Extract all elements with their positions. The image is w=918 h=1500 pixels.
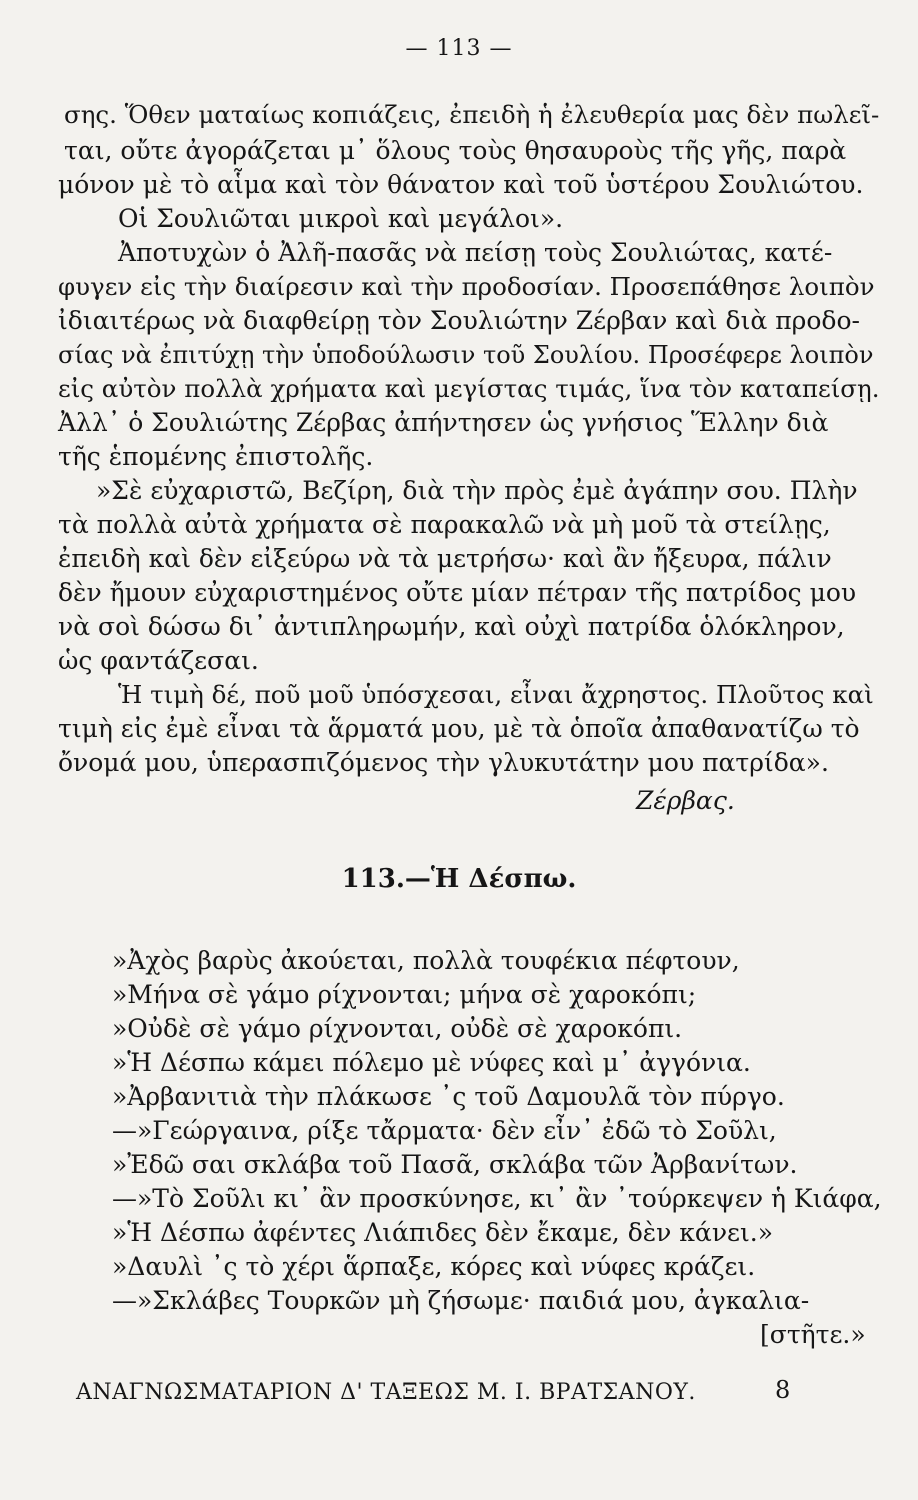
prose-line: Οἱ Σουλιῶται μικροὶ καὶ μεγάλοι». (118, 204, 564, 233)
page-number: — 113 — (405, 36, 513, 61)
prose-line: τιμὴ εἰς ἐμὲ εἶναι τὰ ἅρματά μου, μὲ τὰ ὁποῖα ἀπαθανατίζω τὸ (58, 714, 860, 743)
prose-line: σίας νὰ ἐπιτύχῃ τὴν ὑποδούλωσιν τοῦ Σουλίου. Προσέφερε λοιπὸν (58, 341, 874, 369)
poem-line: —»Γεώργαινα, ρίξε τἄρματα· δὲν εἶν᾽ ἐδῶ τὸ Σοῦλι, (112, 1116, 777, 1145)
poem-line: »Μήνα σὲ γάμο ρίχνονται; μήνα σὲ χαροκόπι; (112, 980, 697, 1009)
prose-line: Ἡ τιμὴ δέ, ποῦ μοῦ ὑπόσχεσαι, εἶναι ἄχρηστος. Πλοῦτος καὶ (118, 680, 874, 709)
footer-title: ΑΝΑΓΝΩΣΜΑΤΑΡΙΟΝ Δ' ΤΑΞΕΩΣ Μ. Ι. ΒΡΑΤΣΑΝΟΥ. (76, 1380, 696, 1405)
prose-line: ἐπειδὴ καὶ δὲν εἰξεύρω νὰ τὰ μετρήσω· καὶ ἂν ἤξευρα, πάλιν (58, 544, 832, 573)
prose-line: Ἀποτυχὼν ὁ Ἀλῆ-πασᾶς νὰ πείσῃ τοὺς Σουλιώτας, κατέ- (118, 238, 833, 267)
prose-line: ται, οὔτε ἀγοράζεται μ᾽ ὅλους τοὺς θησαυροὺς τῆς γῆς, παρὰ (64, 136, 847, 165)
prose-line: ὡς φαντάζεσαι. (58, 646, 259, 675)
prose-line: τῆς ἑπομένης ἐπιστολῆς. (58, 442, 374, 471)
prose-line: Ἀλλ᾽ ὁ Σουλιώτης Ζέρβας ἀπήντησεν ὡς γνήσιος Ἕλλην διὰ (58, 408, 829, 437)
prose-line: »Σὲ εὐχαριστῶ, Βεζίρη, διὰ τὴν πρὸς ἐμὲ ἀγάπην σου. Πλὴν (96, 476, 858, 505)
section-heading: 113.—Ἡ Δέσπω. (341, 864, 577, 894)
poem-line: [στῆτε.» (760, 1320, 866, 1349)
prose-line: εἰς αὐτὸν πολλὰ χρήματα καὶ μεγίστας τιμάς, ἵνα τὸν καταπείσῃ. (58, 374, 880, 403)
prose-line: φυγεν εἰς τὴν διαίρεσιν καὶ τὴν προδοσίαν. Προσεπάθησε λοιπὸν (58, 272, 875, 301)
prose-line: δὲν ἤμουν εὐχαριστημένος οὔτε μίαν πέτραν τῆς πατρίδος μου (58, 578, 857, 607)
prose-line: ἰδιαιτέρως νὰ διαφθείρῃ τὸν Σουλιώτην Ζέρβαν καὶ διὰ προδο- (58, 306, 860, 335)
poem-line: —»Τὸ Σοῦλι κι᾽ ἂν προσκύνησε, κι᾽ ἂν ᾽τούρκεψεν ἡ Κιάφα, (112, 1184, 882, 1213)
poem-line: »Ἡ Δέσπω κάμει πόλεμο μὲ νύφες καὶ μ᾽ ἀγγόνια. (112, 1048, 751, 1077)
poem-line: »Δαυλὶ ᾽ς τὸ χέρι ἅρπαξε, κόρες καὶ νύφες κράζει. (112, 1252, 756, 1281)
poem-line: —»Σκλάβες Τουρκῶν μὴ ζήσωμε· παιδιά μου, ἀγκαλια- (112, 1286, 810, 1315)
prose-line: σης. Ὅθεν ματαίως κοπιάζεις, ἐπειδὴ ἡ ἐλευθερία μας δὲν πωλεῖ- (64, 100, 880, 129)
prose-line: νὰ σοὶ δώσω δι᾽ ἀντιπληρωμήν, καὶ οὐχὶ πατρίδα ὁλόκληρον, (58, 612, 845, 641)
signature: Ζέρβας. (636, 786, 735, 815)
poem-line: »Ἐδῶ σαι σκλάβα τοῦ Πασᾶ, σκλάβα τῶν Ἀρβανίτων. (112, 1150, 798, 1179)
poem-line: »Οὐδὲ σὲ γάμο ρίχνονται, οὐδὲ σὲ χαροκόπι. (112, 1014, 683, 1043)
poem-line: »Ἀρβανιτιὰ τὴν πλάκωσε ᾽ς τοῦ Δαμουλᾶ τὸν πύργο. (112, 1082, 785, 1111)
poem-line: »Ἡ Δέσπω ἀφέντες Λιάπιδες δὲν ἔκαμε, δὲν κάνει.» (112, 1218, 774, 1247)
prose-line: μόνον μὲ τὸ αἷμα καὶ τὸν θάνατον καὶ τοῦ ὑστέρου Σουλιώτου. (58, 170, 864, 199)
prose-line: ὄνομά μου, ὑπερασπιζόμενος τὴν γλυκυτάτην μου πατρίδα». (58, 748, 829, 777)
signature-mark: 8 (775, 1376, 791, 1404)
poem-line: »Ἀχὸς βαρὺς ἀκούεται, πολλὰ τουφέκια πέφτουν, (112, 946, 740, 975)
prose-line: τὰ πολλὰ αὐτὰ χρήματα σὲ παρακαλῶ νὰ μὴ μοῦ τὰ στείλῃς, (58, 510, 831, 539)
